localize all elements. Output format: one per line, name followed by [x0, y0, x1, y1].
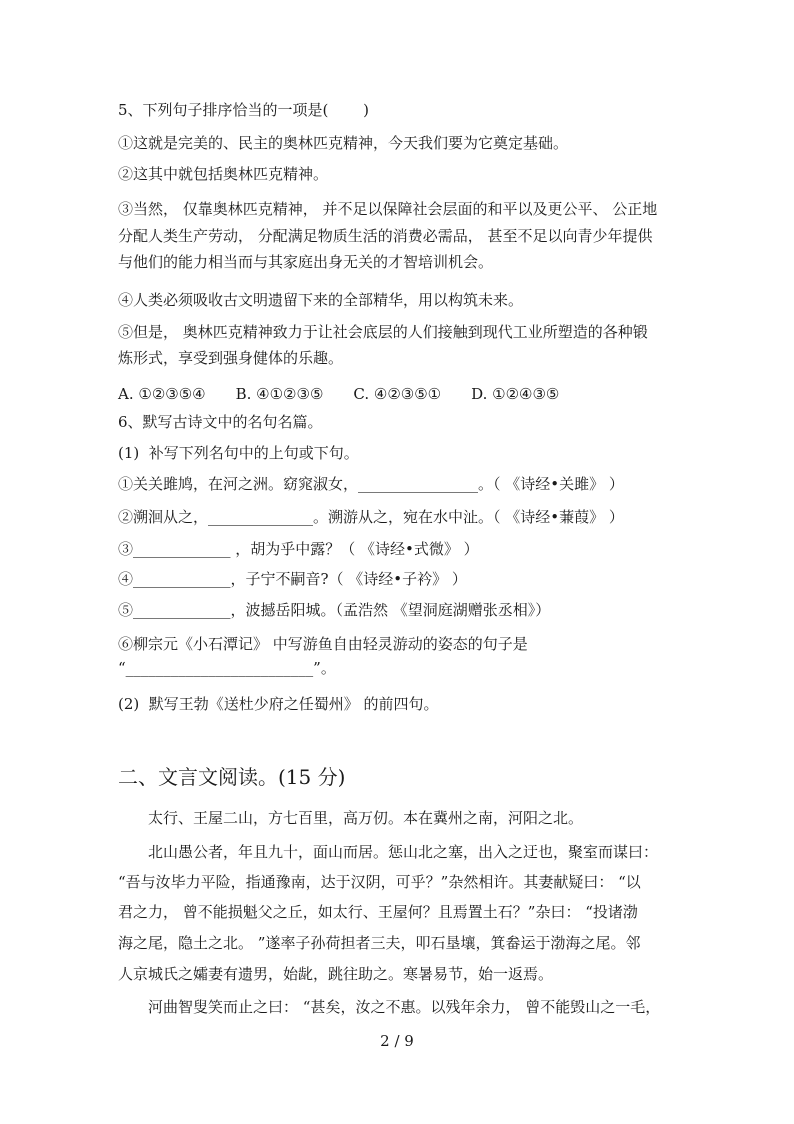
q5-options: A. ①②③⑤④ B. ④①②③⑤ C. ④②③⑤① D. ①②④③⑤: [118, 385, 560, 403]
q6-sub-1: (1) 补写下列名句中的上句或下句。: [118, 444, 359, 462]
section-2-title: 二、文言文阅读。(15 分): [118, 765, 346, 789]
passage-para-1: 太行、王屋二山，方七百里，高万仞。本在冀州之南，河阳之北。: [118, 809, 584, 827]
q5-stem: 5、下列句子排序恰当的一项是( ): [118, 101, 370, 119]
q6-item-4: ④_____________，子宁不嗣音?（ 《诗经•子衿》 ）: [118, 570, 467, 588]
q6-item-2: ②溯洄从之，______________。溯游从之，宛在水中沚。（ 《诗经•蒹葭》 ）: [118, 508, 624, 526]
q5-sentence-3-line-1: ③当然， 仅靠奥林匹克精神， 并不足以保障社会层面的和平以及更公平、 公正地: [118, 200, 658, 218]
q5-sentence-2: ②这其中就包括奥林匹克精神。: [118, 165, 329, 183]
q6-sub-2: (2) 默写王勃《送杜少府之任蜀州》 的前四句。: [118, 695, 439, 713]
q6-item-5: ⑤_____________，波撼岳阳城。（孟浩然 《望洞庭湖赠张丞相》）: [118, 601, 551, 619]
passage-para-2-line-3: 君之力， 曾不能损魁父之丘，如太行、王屋何？且焉置土石？”杂曰： “投诸渤: [118, 903, 638, 921]
page-number: 2 / 9: [380, 1032, 414, 1050]
q6-item-6-line-1: ⑥柳宗元《小石潭记》 中写游鱼自由轻灵游动的姿态的句子是: [118, 635, 528, 653]
passage-para-2-line-1: 北山愚公者，年且九十，面山而居。惩山北之塞，出入之迂也，聚室而谋曰：: [118, 843, 659, 861]
passage-para-2-line-4: 海之尾，隐土之北。 ”遂率子孙荷担者三夫，叩石垦壤，箕畚运于渤海之尾。邻: [118, 934, 641, 952]
q6-item-6-line-2: “_________________________”。: [118, 659, 336, 677]
q5-sentence-5-line-2: 炼形式，享受到强身健体的乐趣。: [118, 349, 344, 367]
q6-stem: 6、默写古诗文中的名句名篇。: [118, 413, 323, 431]
q6-item-3: ③_____________ ，胡为乎中露？（ 《诗经•式微》 ）: [118, 540, 479, 558]
q5-sentence-3-line-3: 与他们的能力相当而与其家庭出身无关的才智培训机会。: [118, 253, 494, 271]
q5-sentence-1: ①这就是完美的、民主的奥林匹克精神，今天我们要为它奠定基础。: [118, 134, 569, 152]
q5-sentence-4: ④人类必须吸收古文明遗留下来的全部精华，用以构筑未来。: [118, 291, 524, 309]
q5-sentence-3-line-2: 分配人类生产劳动， 分配满足物质生活的消费必需品， 甚至不足以向青少年提供: [118, 227, 653, 245]
passage-para-3-line-1: 河曲智叟笑而止之曰： “甚矣，汝之不惠。以残年余力， 曾不能毁山之一毛，: [118, 998, 661, 1016]
passage-para-2-line-5: 人京城氏之孀妻有遗男，始龀，跳往助之。寒暑易节，始一返焉。: [118, 965, 554, 983]
q6-item-1: ①关关雎鸠，在河之洲。窈窕淑女，________________。（ 《诗经•关雎》 ）: [118, 475, 624, 493]
passage-para-2-line-2: “吾与汝毕力平险，指通豫南，达于汉阴，可乎？”杂然相许。其妻献疑曰： “以: [118, 873, 641, 891]
q5-sentence-5-line-1: ⑤但是， 奥林匹克精神致力于让社会底层的人们接触到现代工业所塑造的各种锻: [118, 323, 648, 341]
